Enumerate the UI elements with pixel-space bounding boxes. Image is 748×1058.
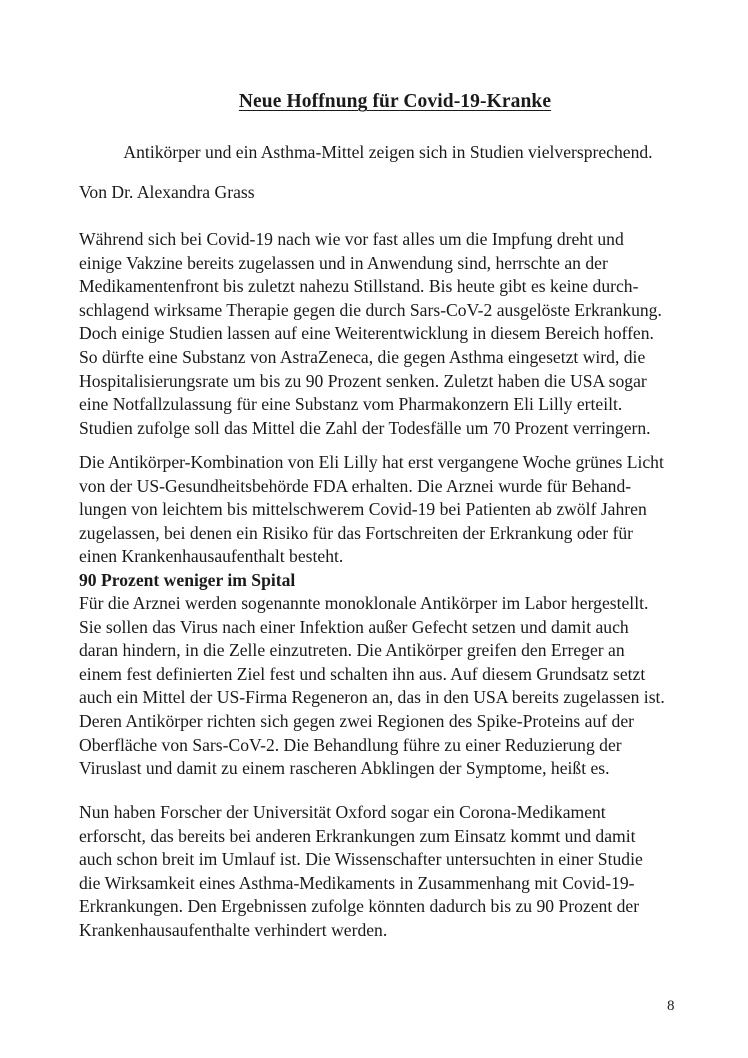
paragraph-2 xyxy=(79,451,679,569)
paragraph-1 xyxy=(79,228,679,440)
author-byline: Von Dr. Alexandra Grass xyxy=(79,182,255,202)
text-line: von der US-Gesundheitsbehörde FDA erhalten. Die Arznei wurde für Behand- xyxy=(79,475,632,496)
text-line: auch schon breit im Umlauf ist. Die Wissenschafter untersuchten in einer Studie xyxy=(79,849,643,870)
text-line: Sie sollen das Virus nach einer Infektion außer Gefecht setzen und damit auch xyxy=(79,616,629,637)
text-line: daran hindern, in die Zelle einzutreten. Die Antikörper greifen den Erreger an xyxy=(79,640,625,661)
text-line: Deren Antikörper richten sich gegen zwei Regionen des Spike-Proteins auf der xyxy=(79,710,635,731)
text-line: Viruslast und damit zu einem rascheren Abklingen der Symptome, heißt es. xyxy=(79,758,610,779)
text-line: auch ein Mittel der US-Firma Regeneron an, das in den USA bereits zugelassen ist. xyxy=(79,687,665,708)
text-line: Die Antikörper-Kombination von Eli Lilly hat erst vergangene Woche grünes Licht xyxy=(79,452,664,472)
text-line: Hospitalisierungsrate um bis zu 90 Prozent senken. Zuletzt haben die USA sogar xyxy=(79,370,647,391)
text-line: eine Notfallzulassung für eine Substanz vom Pharmakonzern Eli Lilly erteilt. xyxy=(79,394,623,415)
text-line: einem fest definierten Ziel fest und schalten ihn aus. Auf diesem Grundsatz setzt xyxy=(79,663,646,684)
text-line: Studien zufolge soll das Mittel die Zahl der Todesfälle um 70 Prozent verringern. xyxy=(79,417,651,438)
text-line: zugelassen, bei denen ein Risiko für das Fortschreiten der Erkrankung oder für xyxy=(79,522,634,543)
article-title: Neue Hoffnung für Covid-19-Kranke xyxy=(238,91,552,112)
section-heading: 90 Prozent weniger im Spital xyxy=(79,570,296,590)
text-line: So dürfte eine Substanz von AstraZeneca, die gegen Asthma eingesetzt wird, die xyxy=(79,346,646,367)
text-line: erforscht, das bereits bei anderen Erkrankungen zum Einsatz kommt und damit xyxy=(79,825,636,846)
text-line: Erkrankungen. Den Ergebnissen zufolge könnten dadurch bis zu 90 Prozent der xyxy=(79,896,640,917)
text-line: Krankenhausaufenthalte verhindert werden. xyxy=(79,919,388,940)
text-line: Medikamentenfront bis zuletzt nahezu Stillstand. Bis heute gibt es keine durch- xyxy=(79,276,639,297)
text-line: Während sich bei Covid-19 nach wie vor fast alles um die Impfung dreht und xyxy=(79,229,624,249)
article-subtitle: Antikörper und ein Asthma-Mittel zeigen sich in Studien vielversprechend. xyxy=(123,142,653,162)
text-line: einen Krankenhausaufenthalt besteht. xyxy=(79,546,344,567)
text-line: Für die Arznei werden sogenannte monoklonale Antikörper im Labor hergestellt. xyxy=(79,593,649,613)
text-line: Doch einige Studien lassen auf eine Weiterentwicklung in diesem Bereich hoffen. xyxy=(79,323,654,344)
page-number: 8 xyxy=(667,998,675,1014)
text-line: die Wirksamkeit eines Asthma-Medikaments in Zusammenhang mit Covid-19- xyxy=(79,872,635,893)
paragraph-3 xyxy=(79,592,679,781)
text-line: schlagend wirksame Therapie gegen die durch Sars-CoV-2 ausgelöste Erkrankung. xyxy=(79,299,662,320)
paragraph-4 xyxy=(79,801,679,943)
text-line: Nun haben Forscher der Universität Oxford sogar ein Corona-Medikament xyxy=(79,802,606,822)
text-line: lungen von leichtem bis mittelschwerem Covid-19 bei Patienten ab zwölf Jahren xyxy=(79,499,647,520)
text-line: einige Vakzine bereits zugelassen und in Anwendung sind, herrschte an der xyxy=(79,252,608,273)
text-line: Oberfläche von Sars-CoV-2. Die Behandlung führe zu einer Reduzierung der xyxy=(79,734,622,755)
